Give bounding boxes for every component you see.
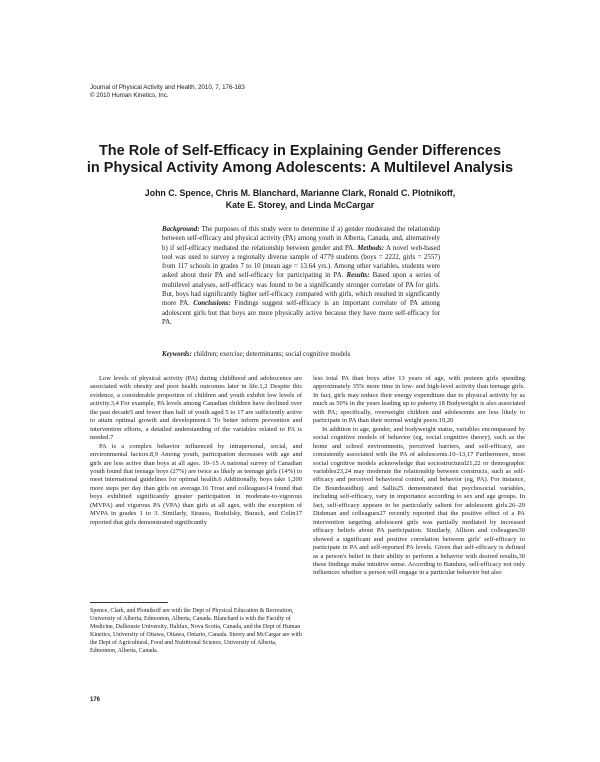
- body-column-right: [313, 375, 525, 578]
- body-column-left: [90, 375, 302, 527]
- footnote-rule: [90, 602, 168, 603]
- article-title: [60, 143, 540, 177]
- keywords-label: Keywords:: [162, 351, 192, 358]
- abstract-methods-text: A novel web-based tool was used to survey a regionally diverse sample of 4779 students (boys = 2222, girls = 2557) from 117 schools in grades 7 to 10 (mean age = 13.64 yrs.). Among other variables, students were asked about their PA and self-efficacy for participating in PA.: [162, 244, 440, 280]
- body-paragraph: less total PA than boys after 13 years of age, with preteen girls spending approximately 35% more time in low- and high-level activity than teenage girls. In fact, girls may reduce their energy expenditure due to physical activity by as much as 50% in the years leading up to puberty.18 Bodyweight is also associated with PA; specifically, overweight children and adolescents are less likely to participate in PA than their normal weight peers.19,20: [313, 375, 525, 425]
- author-affiliations-footnote: Spence, Clark, and Plotnikoff are with the Dept of Physical Education & Recreation, University of Alberta, Edmonton, Alberta, Canada. Blanchard is with the Faculty of Medicine, Dalhousie University, Halifax, Nova Scotia, Canada, and the Dept of Human Kinetics, University of Ottawa, Ottawa, Ontario, Canada. Storey and McCargar are with the Dept of Agricultural, Food and Nutritional Science, University of Alberta, Edmonton, Alberta, Canada.: [90, 608, 302, 655]
- abstract-conclusions-text: Findings suggest self-efficacy is an important correlate of PA among adolescent girls but that boys are more physically active because they have more self-efficacy for PA.: [162, 300, 440, 326]
- journal-copyright: © 2010 Human Kinetics, Inc.: [90, 92, 169, 99]
- title-line-2: in Physical Activity Among Adolescents: A Multilevel Analysis: [86, 160, 514, 176]
- author-list: [60, 187, 540, 211]
- journal-citation: Journal of Physical Activity and Health, 2010, 7, 176-183: [90, 84, 245, 91]
- journal-header: [90, 84, 245, 100]
- body-paragraph: In addition to age, gender, and bodyweight status, variables encompassed by social cognitive models of behavior (eg, social cognitive theory), such as the home and school environments, perceived barriers, and self-efficacy, are consistently associated with the PA of adolescents.10–13,17 Furthermore, most social cognitive models acknowledge that sociostructural21,22 or demographic variables23,24 may moderate the relationship between constructs, such as self-efficacy and perceived behavioral control, and behavior (eg, PA). For instance, De Bourdeaudhuij and Sallis25 demonstrated that psychosocial variables, including self-efficacy, vary in importance according to sex and age groups. In fact, self-efficacy appears to be particularly salient for adolescent girls.26–29 Dishman and colleagues27 recently reported that the positive effect of a PA intervention targeting adolescent girls was partially mediated by increased efficacy beliefs about PA participation. Similarly, Allison and colleagues30 showed a significant and positive correlation between girls' self-efficacy to participate in PA and self-reported PA levels. Given that self-efficacy is defined as a person's belief in their ability to perform a behavior with desired results,30 these findings make intuitive sense. According to Bandura, self-efficacy not only influences whether a person will engage in a particular behavior but also: [313, 425, 525, 577]
- keywords: [162, 350, 440, 359]
- abstract-results-label: Results:: [346, 272, 370, 280]
- authors-line-2: Kate E. Storey, and Linda McCargar: [225, 200, 375, 210]
- title-line-1: The Role of Self-Efficacy in Explaining Gender Differences: [98, 143, 502, 159]
- body-paragraph: Low levels of physical activity (PA) during childhood and adolescence are associated with obesity and poor health outcomes later in life.1,2 Despite this evidence, a considerable proportion of children and youth exhibit low levels of activity.3,4 For example, PA levels among Canadian children have declined over the past decade5 and fewer than half of youth aged 5 to 17 are sufficiently active to attain optimal growth and development.6 To better inform prevention and intervention efforts, a detailed understanding of the variables related to PA is needed.7: [90, 375, 302, 442]
- abstract-background-text: The purposes of this study were to determine if a) gender moderated the relationship between self-efficacy and physical activity (PA) among youth in Alberta, Canada, and, alternatively b) if self-efficacy mediated the relationship between gender and PA.: [162, 226, 440, 252]
- abstract-conclusions-label: Conclusions:: [193, 300, 231, 308]
- authors-line-1: John C. Spence, Chris M. Blanchard, Marianne Clark, Ronald C. Plotnikoff,: [144, 188, 456, 198]
- abstract-results-text: Based upon a series of multilevel analyses, self-efficacy was found to be a significantly stronger correlate of PA for girls. But, boys had significantly higher self-efficacy compared with girls, which resulted in significantly more PA.: [162, 272, 440, 308]
- body-paragraph: PA is a complex behavior influenced by intrapersonal, social, and environmental factors.8,9 Among youth, participation decreases with age and girls are less active than boys at all ages. 10–15 A national survey of Canadian youth found that teenage boys (27%) are twice as likely as teenage girls (14%) to meet international guidelines for optimal health.6 Additionally, boys take 1,200 more steps per day than girls on average.16 Trost and colleagues14 found that boys exhibited significantly greater participation in moderate-to-vigorous (MVPA) and vigorous PA (VPA) than girls at all ages, with the exception of MVPA in grades 1 to 3. Similarly, Strauss, Rodsilsky, Burack, and Colin17 reported that girls demonstrated significantly: [90, 442, 302, 526]
- abstract-methods-label: Methods:: [357, 244, 385, 252]
- keywords-text: children; exercise; determinants; social cognitive models: [193, 351, 351, 358]
- abstract-background-label: Background:: [162, 226, 200, 233]
- page-number: 176: [90, 697, 101, 703]
- abstract: [162, 225, 440, 327]
